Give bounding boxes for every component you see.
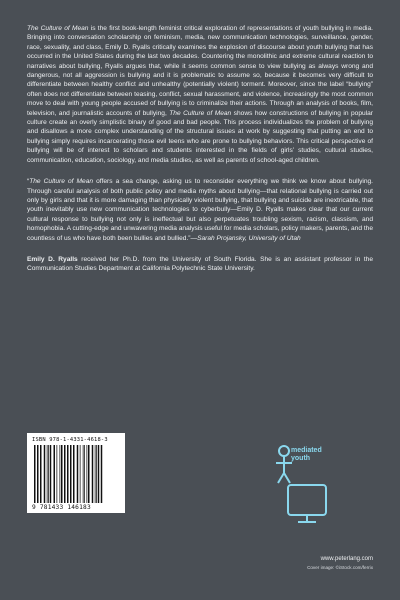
series-logo-line1: mediated <box>291 447 322 454</box>
cover-image-credit: Cover image: ©iStock.com/ferrix <box>307 565 373 570</box>
barcode <box>27 433 125 513</box>
series-logo-text <box>291 447 322 463</box>
isbn-label: ISBN 978-1-4331-4618-3 <box>32 437 108 443</box>
review-body: offers a sea change, asking us to reconsider everything we think we know about bullying. Through careful analysis of both public policy and media myths about bullying—that relational bullying is carried out only by girls and that it is more damaging than physically violent bullying, that bullying and suicide are inextricable, that youth inevitably use new communication technologies to cyberbully—Emily D. Ryalls makes clear that our current cultural response to bullying not only is ineffectual but also perpetuates troubling sexism, racism, classism, and homophobia. A cutting-edge and unwavering media analysis useful for media scholars, policy makers, parents, and the countless of us who have both been bullies and bullied.” <box>27 178 374 242</box>
barcode-bars <box>32 445 120 503</box>
author-bio-text: received her Ph.D. from the University of South Florida. She is an assistant professor in the Communication Studies Department at California Polytechnic State University. <box>27 255 373 273</box>
summary-text-2: shows how constructions of bullying in popular culture create an overly simplistic binary of good and bad people. This process individualizes the problem of bullying and disallows a more complex understanding of the structural issues at work by suggesting that putting an end to bullying simply requires incarcerating those evil teens who are prone to bullying behaviors. This critical perspective of bullying will be of interest to scholars and students interested in the fields of girls’ studies, cultural studies, communication, education, sociology, and media studies, as well as parents of school-aged children. <box>27 109 374 164</box>
back-cover-text <box>27 24 373 283</box>
summary-paragraph <box>27 24 373 165</box>
review-quote <box>27 177 373 243</box>
author-bio <box>27 255 373 274</box>
summary-text-1: is the first book-length feminist critical exploration of representations of youth bullying in media. Bringing into conversation scholarship on feminism, media, new communication technologies, surveillance, gender, race, sexuality, and class, Emily D. Ryalls critically examines the explosion of discourse about youth bullying that has occurred in the United States during the last two decades. Countering the monolithic and extreme cultural reaction to narratives about bullying, Ryalls argues that, while it seems common sense to view bullying as always wrong and dangerous, not all aggression is bullying and it is problematic to assume so, because it becomes very difficult to differentiate between healthy conflict and unhealthy (potentially violent) torment. Moreover, since the label “bullying” often does not differentiate between teasing, conflict, sexual harassment, and violence, increasingly the most common move to deal with young people accused of bullying is to criminalize their actions. Through an analysis of books, film, television, and journalistic accounts of bullying, <box>27 25 373 117</box>
quote-open-mark: “ <box>27 178 30 186</box>
review-book-title: The Culture of Mean <box>29 178 94 186</box>
publisher-url: www.peterlang.com <box>320 556 373 562</box>
review-attribution: —Sarah Projansky, University of Utah <box>190 234 301 242</box>
author-name: Emily D. Ryalls <box>27 255 78 263</box>
series-logo-line2: youth <box>291 455 311 462</box>
barcode-number: 9 781433 146183 <box>32 504 91 511</box>
book-title: The Culture of Mean <box>27 25 89 32</box>
book-title-repeat: The Culture of Mean <box>169 109 232 117</box>
